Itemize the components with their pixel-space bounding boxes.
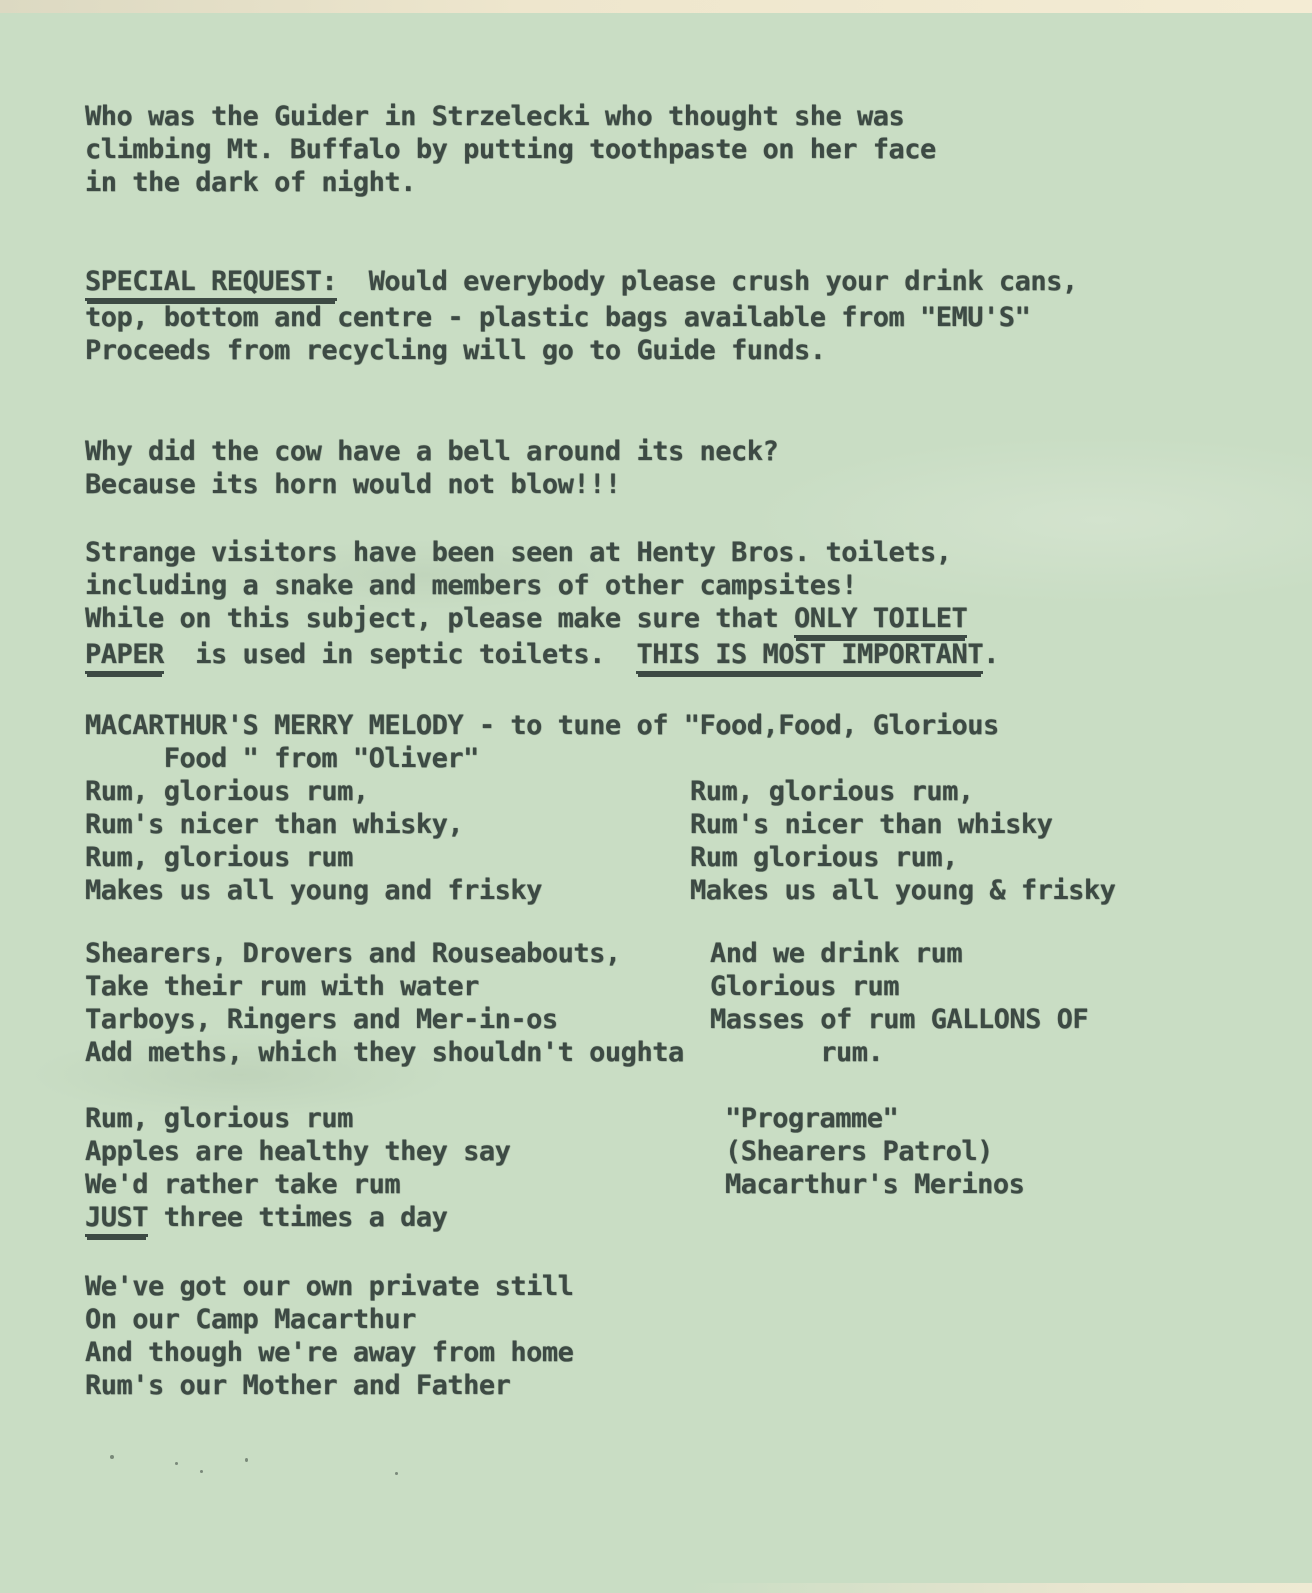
text-segment: including a snake and members of other campsites! xyxy=(85,570,858,601)
section-guider-joke xyxy=(85,100,1312,199)
para xyxy=(85,100,1312,199)
ink-speck xyxy=(245,1458,248,1462)
section-verse-3 xyxy=(85,1102,1312,1237)
col-left xyxy=(85,1102,1312,1237)
para xyxy=(85,435,1312,501)
section-verse-1 xyxy=(85,775,1312,907)
text-segment: We've got our own private still xyxy=(85,1271,574,1302)
text-line xyxy=(85,435,1312,468)
text-segment: Rum's nicer than whisky xyxy=(690,809,1053,840)
text-segment: And we drink rum xyxy=(710,938,963,969)
text-segment: Makes us all young and frisky xyxy=(85,875,542,906)
underlined-text: THIS IS MOST IMPORTANT xyxy=(636,638,983,674)
section-verse-2 xyxy=(85,937,1312,1069)
text-segment: Rum's our Mother and Father xyxy=(85,1370,511,1401)
text-line xyxy=(710,1003,1088,1036)
text-segment: Apples are healthy they say xyxy=(85,1136,511,1167)
text-segment: Rum, glorious rum, xyxy=(690,776,974,807)
text-line xyxy=(85,301,1312,334)
text-segment: Rum glorious rum, xyxy=(690,842,958,873)
underlined-text: PAPER xyxy=(85,638,164,674)
underlined-text: SPECIAL REQUEST: xyxy=(85,265,337,301)
col-left xyxy=(85,937,1312,1069)
section-verse-4 xyxy=(85,1270,1312,1402)
page-bottom-edge xyxy=(690,1583,1312,1593)
text-segment: Shearers, Drovers and Rouseabouts, xyxy=(85,938,621,969)
text-segment: Take their rum with water xyxy=(85,971,479,1002)
text-segment: Glorious rum xyxy=(710,971,900,1002)
text-segment: Rum, glorious rum xyxy=(85,1103,353,1134)
text-line xyxy=(85,1201,1312,1237)
text-segment: On our Camp Macarthur xyxy=(85,1304,416,1335)
text-segment: Would everybody please crush your drink cans, xyxy=(337,266,1078,297)
text-segment: Rum, glorious rum, xyxy=(85,776,369,807)
text-line xyxy=(690,841,1115,874)
underlined-text: ONLY TOILET xyxy=(794,602,967,638)
text-line xyxy=(85,1168,1312,1201)
text-line xyxy=(85,1102,1312,1135)
para xyxy=(85,1270,1312,1402)
text-line xyxy=(725,1168,1024,1201)
text-line xyxy=(725,1102,1024,1135)
col-right xyxy=(725,1102,1024,1201)
section-toilets-notice xyxy=(85,536,1312,674)
text-line xyxy=(690,808,1115,841)
text-line xyxy=(725,1135,1024,1168)
text-line xyxy=(85,166,1312,199)
text-segment: MACARTHUR'S MERRY MELODY - to tune of "Food,Food, Glorious xyxy=(85,710,999,741)
text-segment: Rum's nicer than whisky, xyxy=(85,809,464,840)
ink-speck xyxy=(395,1472,398,1475)
col-right xyxy=(710,937,1088,1069)
text-line xyxy=(85,970,1312,1003)
section-melody-title xyxy=(85,709,1312,775)
para xyxy=(85,536,1312,674)
text-segment: We'd rather take rum xyxy=(85,1169,401,1200)
underlined-text: JUST xyxy=(85,1201,148,1237)
ink-speck xyxy=(110,1455,114,1459)
text-segment: in the dark of night. xyxy=(85,167,416,198)
text-segment: Why did the cow have a bell around its neck? xyxy=(85,436,779,467)
text-segment: Add meths, which they shouldn't oughta xyxy=(85,1037,684,1068)
text-line xyxy=(710,1036,1088,1069)
para xyxy=(85,709,1312,775)
text-line xyxy=(85,602,1312,638)
text-line xyxy=(85,1369,1312,1402)
text-line xyxy=(85,742,1312,775)
text-line xyxy=(690,874,1115,907)
text-segment: rum. xyxy=(710,1037,884,1068)
section-special-request xyxy=(85,265,1312,367)
text-segment: Food " from "Oliver" xyxy=(85,743,479,774)
text-segment: Proceeds from recycling will go to Guide funds. xyxy=(85,335,826,366)
page-sections xyxy=(85,100,1312,1402)
text-line xyxy=(85,133,1312,166)
text-line xyxy=(85,536,1312,569)
text-line xyxy=(85,1303,1312,1336)
text-segment: Who was the Guider in Strzelecki who thought she was xyxy=(85,101,905,132)
text-segment: And though we're away from home xyxy=(85,1337,574,1368)
text-line xyxy=(85,1336,1312,1369)
text-line xyxy=(85,1003,1312,1036)
section-cow-joke xyxy=(85,435,1312,501)
page-top-edge xyxy=(0,0,1312,13)
text-segment: (Shearers Patrol) xyxy=(725,1136,993,1167)
para xyxy=(85,265,1312,367)
text-segment: climbing Mt. Buffalo by putting toothpaste on her face xyxy=(85,134,936,165)
text-line xyxy=(85,709,1312,742)
text-segment: Rum, glorious rum xyxy=(85,842,353,873)
text-segment: is used in septic toilets. xyxy=(163,639,637,670)
text-line xyxy=(710,937,1088,970)
text-segment: Because its horn would not blow!!! xyxy=(85,469,621,500)
text-segment: While on this subject, please make sure that xyxy=(85,603,794,634)
text-segment: "Programme" xyxy=(725,1103,899,1134)
text-segment: Macarthur's Merinos xyxy=(725,1169,1025,1200)
col-right xyxy=(690,775,1115,907)
text-segment: . xyxy=(983,639,999,670)
ink-speck xyxy=(200,1470,203,1473)
text-line xyxy=(710,970,1088,1003)
text-segment: Strange visitors have been seen at Henty Bros. toilets, xyxy=(85,537,952,568)
text-line xyxy=(85,638,1312,674)
ink-speck xyxy=(175,1462,178,1465)
text-line xyxy=(85,1135,1312,1168)
text-segment: Makes us all young & frisky xyxy=(690,875,1116,906)
text-line xyxy=(85,265,1312,301)
text-line xyxy=(85,1036,1312,1069)
text-line xyxy=(85,569,1312,602)
text-line xyxy=(85,1270,1312,1303)
text-segment: three ttimes a day xyxy=(148,1202,448,1233)
text-line xyxy=(85,334,1312,367)
text-line xyxy=(85,468,1312,501)
text-line xyxy=(690,775,1115,808)
text-segment: Masses of rum GALLONS OF xyxy=(710,1004,1089,1035)
text-line xyxy=(85,100,1312,133)
text-segment: top, bottom and centre - plastic bags available from "EMU'S" xyxy=(85,302,1031,333)
text-segment: Tarboys, Ringers and Mer-in-os xyxy=(85,1004,558,1035)
text-line xyxy=(85,937,1312,970)
